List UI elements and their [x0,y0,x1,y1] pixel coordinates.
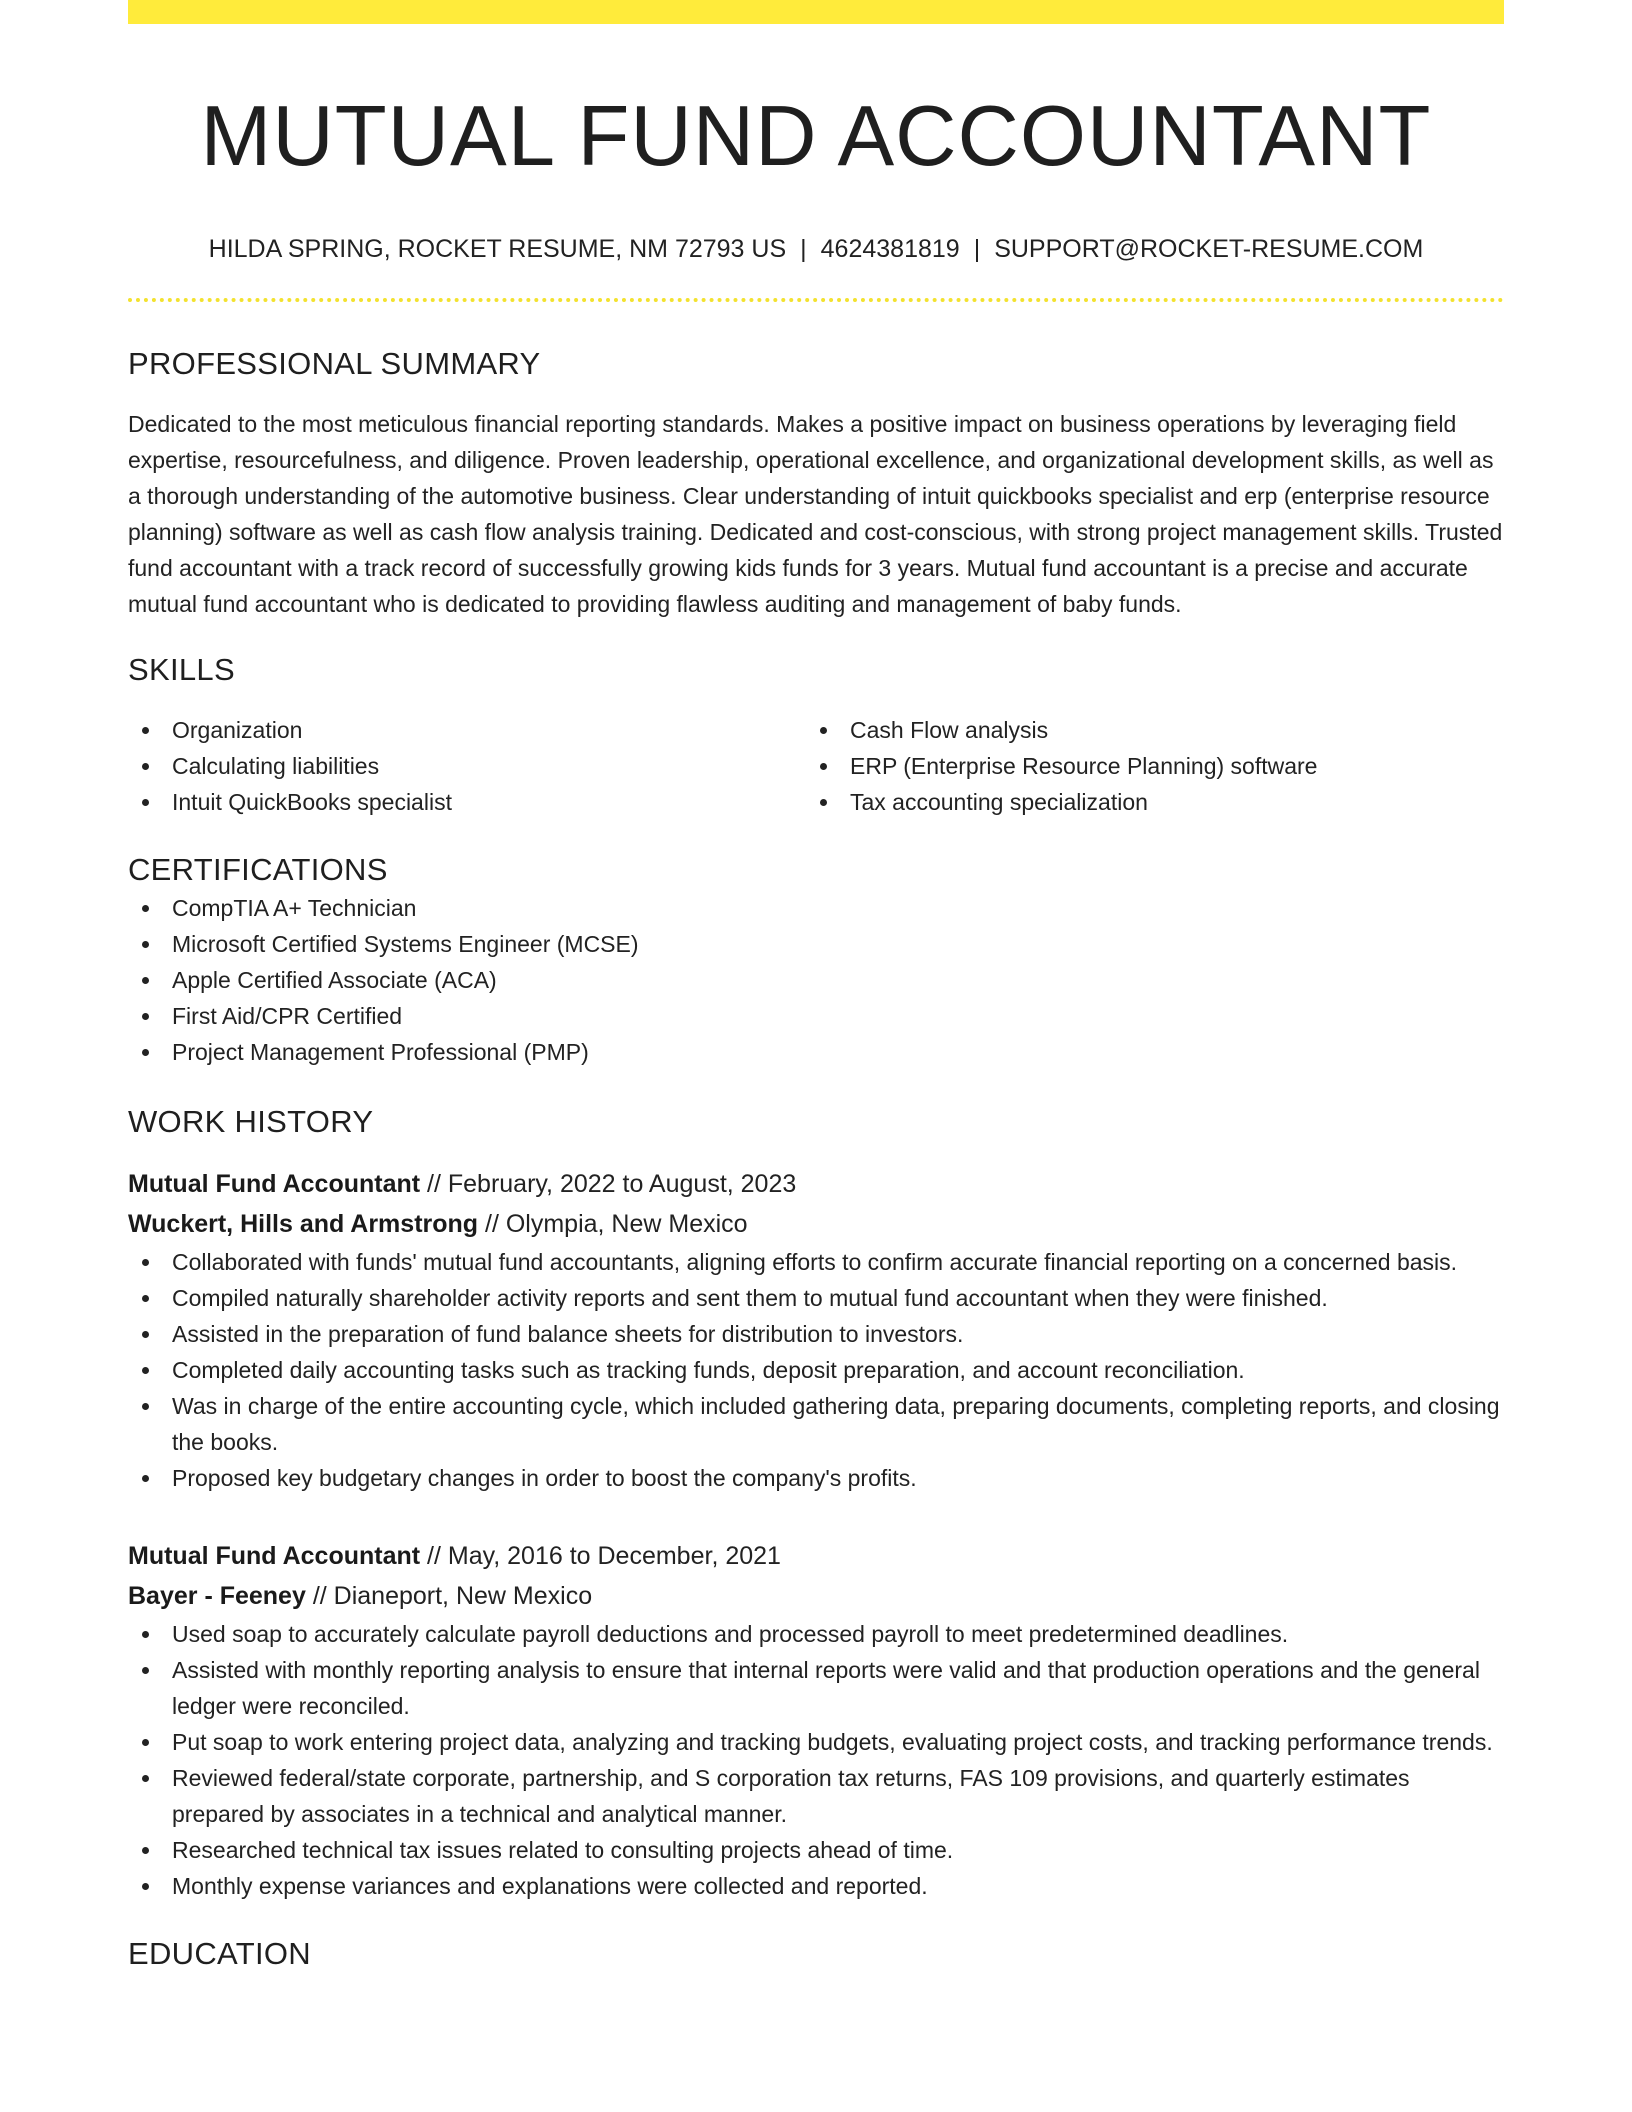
job-company: Wuckert, Hills and Armstrong [128,1210,479,1238]
skills-left-column [128,712,806,820]
job-entry [128,1164,1504,1496]
job-duty: Was in charge of the entire accounting cycle, which included gathering data, preparing documents, completing reports, and closing the books. [172,1388,1504,1460]
job-location: // Olympia, New Mexico [478,1210,748,1238]
skill-item: Calculating liabilities [128,748,806,784]
job-title-line [128,1536,1504,1576]
summary-text: Dedicated to the most meticulous financial reporting standards. Makes a positive impact on business operations by leveraging field expertise, resourcefulness, and diligence. Proven leadership, operational excellence, and organizational development skills, as well as a thorough understanding of the automotive business. Clear understanding of intuit quickbooks specialist and erp (enterprise resource planning) software as well as cash flow analysis training. Dedicated and cost-conscious, with strong project management skills. Trusted fund accountant with a track record of successfully growing kids funds for 3 years. Mutual fund accountant is a precise and accurate mutual fund accountant who is dedicated to providing flawless auditing and management of baby funds. [128,411,1503,617]
job-duty: Assisted with monthly reporting analysis to ensure that internal reports were valid and that production operations and the general ledger were reconciled. [172,1652,1504,1724]
skill-item: Organization [128,712,806,748]
contact-line [128,232,1504,266]
job-duties-list [128,1244,1504,1496]
skills-heading: SKILLS [128,652,235,687]
contact-phone: 4624381819 [820,235,960,263]
job-title: Mutual Fund Accountant [128,1170,421,1198]
skill-item: Intuit QuickBooks specialist [128,784,806,820]
job-duty: Researched technical tax issues related to consulting projects ahead of time. [172,1832,1504,1868]
job-duty: Put soap to work entering project data, analyzing and tracking budgets, evaluating project costs, and tracking performance trends. [172,1724,1504,1760]
job-title: Mutual Fund Accountant [128,1542,421,1570]
job-duty: Proposed key budgetary changes in order to boost the company's profits. [172,1460,1504,1496]
job-duty: Monthly expense variances and explanations were collected and reported. [172,1868,1504,1904]
contact-separator: | [973,235,981,263]
certifications-heading: CERTIFICATIONS [128,852,388,887]
job-duties-list [128,1616,1504,1904]
header-divider [128,298,1504,302]
job-duty: Assisted in the preparation of fund balance sheets for distribution to investors. [172,1316,1504,1352]
summary-heading: PROFESSIONAL SUMMARY [128,346,541,381]
job-dates: // May, 2016 to December, 2021 [420,1542,781,1570]
job-company: Bayer - Feeney [128,1582,306,1610]
job-duty: Completed daily accounting tasks such as tracking funds, deposit preparation, and account reconciliation. [172,1352,1504,1388]
job-title-line [128,1164,1504,1204]
skills-grid [128,712,1504,820]
job-duty: Used soap to accurately calculate payroll deductions and processed payroll to meet predetermined deadlines. [172,1616,1504,1652]
job-entry [128,1536,1504,1904]
skill-item: ERP (Enterprise Resource Planning) software [806,748,1484,784]
certifications-list [128,890,1504,1070]
job-dates: // February, 2022 to August, 2023 [420,1170,797,1198]
certification-item: Microsoft Certified Systems Engineer (MCSE) [172,926,1504,962]
skill-item: Cash Flow analysis [806,712,1484,748]
skills-right-column [806,712,1484,820]
job-location: // Dianeport, New Mexico [305,1582,593,1610]
job-company-line [128,1204,1504,1244]
job-company-line [128,1576,1504,1616]
skill-item: Tax accounting specialization [806,784,1484,820]
certification-item: Project Management Professional (PMP) [172,1034,1504,1070]
accent-bar [128,0,1504,24]
contact-email: SUPPORT@ROCKET-RESUME.COM [994,235,1424,263]
contact-address: HILDA SPRING, ROCKET RESUME, NM 72793 US [208,235,787,263]
job-duty: Reviewed federal/state corporate, partnership, and S corporation tax returns, FAS 109 provisions, and quarterly estimates prepared by associates in a technical and analytical manner. [172,1760,1504,1832]
education-heading: EDUCATION [128,1936,311,1971]
resume-page [128,0,1504,1974]
certification-item: CompTIA A+ Technician [172,890,1504,926]
certification-item: Apple Certified Associate (ACA) [172,962,1504,998]
contact-separator: | [800,235,807,263]
job-duty: Collaborated with funds' mutual fund accountants, aligning efforts to confirm accurate financial reporting on a concerned basis. [172,1244,1504,1280]
certification-item: First Aid/CPR Certified [172,998,1504,1034]
work-history-heading: WORK HISTORY [128,1104,374,1139]
job-duty: Compiled naturally shareholder activity reports and sent them to mutual fund accountant when they were finished. [172,1280,1504,1316]
resume-title: MUTUAL FUND ACCOUNTANT [200,89,1432,184]
